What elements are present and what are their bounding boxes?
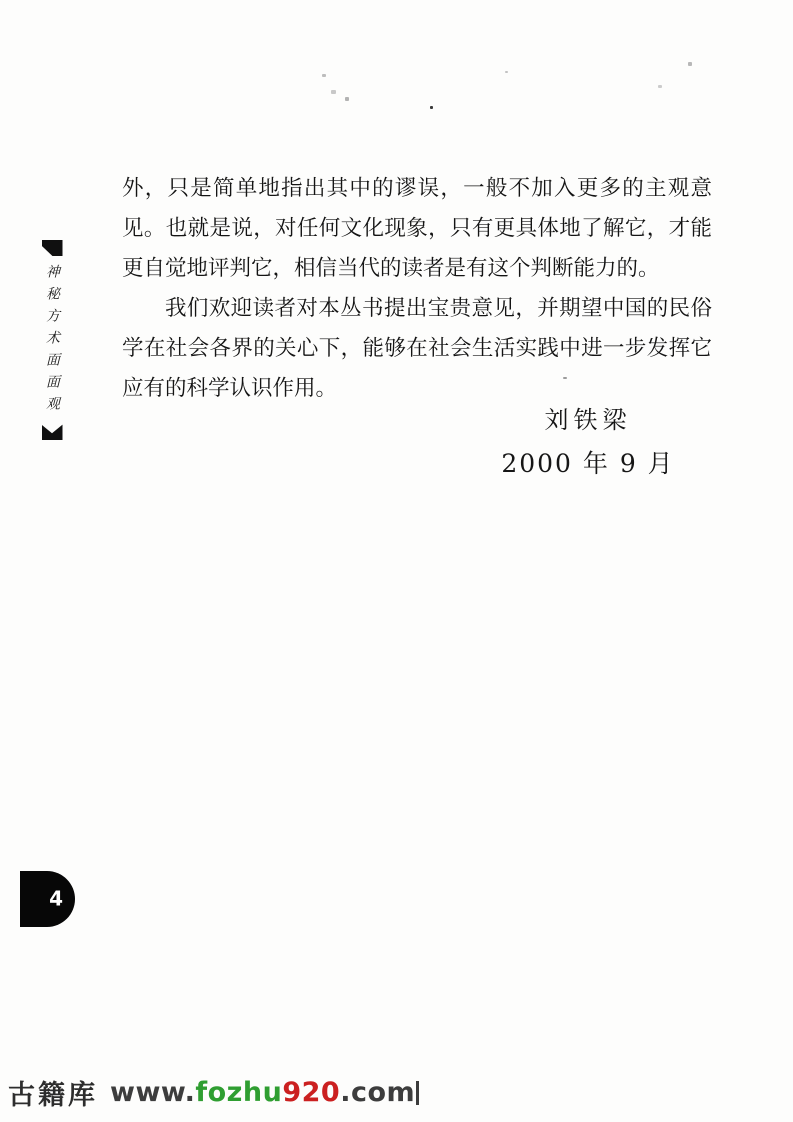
scan-speck [322,74,326,77]
scan-speck [430,106,433,109]
scan-speck [331,90,336,94]
cut-character-mark [416,1081,419,1105]
watermark [8,1073,419,1112]
signature-block [468,400,708,480]
watermark-library-name: 古籍库 [8,1080,98,1111]
scan-speck [563,377,567,379]
page-number-badge [20,871,75,927]
watermark-url-www: www. [110,1077,196,1108]
paragraph-continuation: 外，只是简单地指出其中的谬误，一般不加入更多的主观意见。也就是说，对任何文化现象，只有更具体地了解它，才能更自觉地评判它，相信当代的读者是有这个判断能力的。 [122,176,712,281]
scan-speck [658,85,662,88]
ribbon-top-icon [42,240,63,256]
ribbon-bottom-icon [42,424,63,440]
scan-speck [688,62,692,66]
scan-speck [345,97,349,101]
watermark-url-920: 920 [282,1077,341,1108]
watermark-url-com: .com [340,1077,416,1108]
watermark-url [110,1077,415,1108]
paragraph: 我们欢迎读者对本丛书提出宝贵意见，并期望中国的民俗学在社会各界的关心下，能够在社会生活实践中进一步发挥它应有的科学认识作用。 [122,296,712,401]
spine-label [36,240,68,440]
scan-speck [505,71,508,73]
watermark-url-fozhu: fozhu [195,1077,283,1108]
page-number: 4 [49,886,63,911]
body-text [122,169,712,409]
author-name: 刘铁梁 [544,406,632,434]
spine-title: 神秘方术面面观 [44,264,60,418]
signature-date: 2000 年 9 月 [501,449,675,478]
